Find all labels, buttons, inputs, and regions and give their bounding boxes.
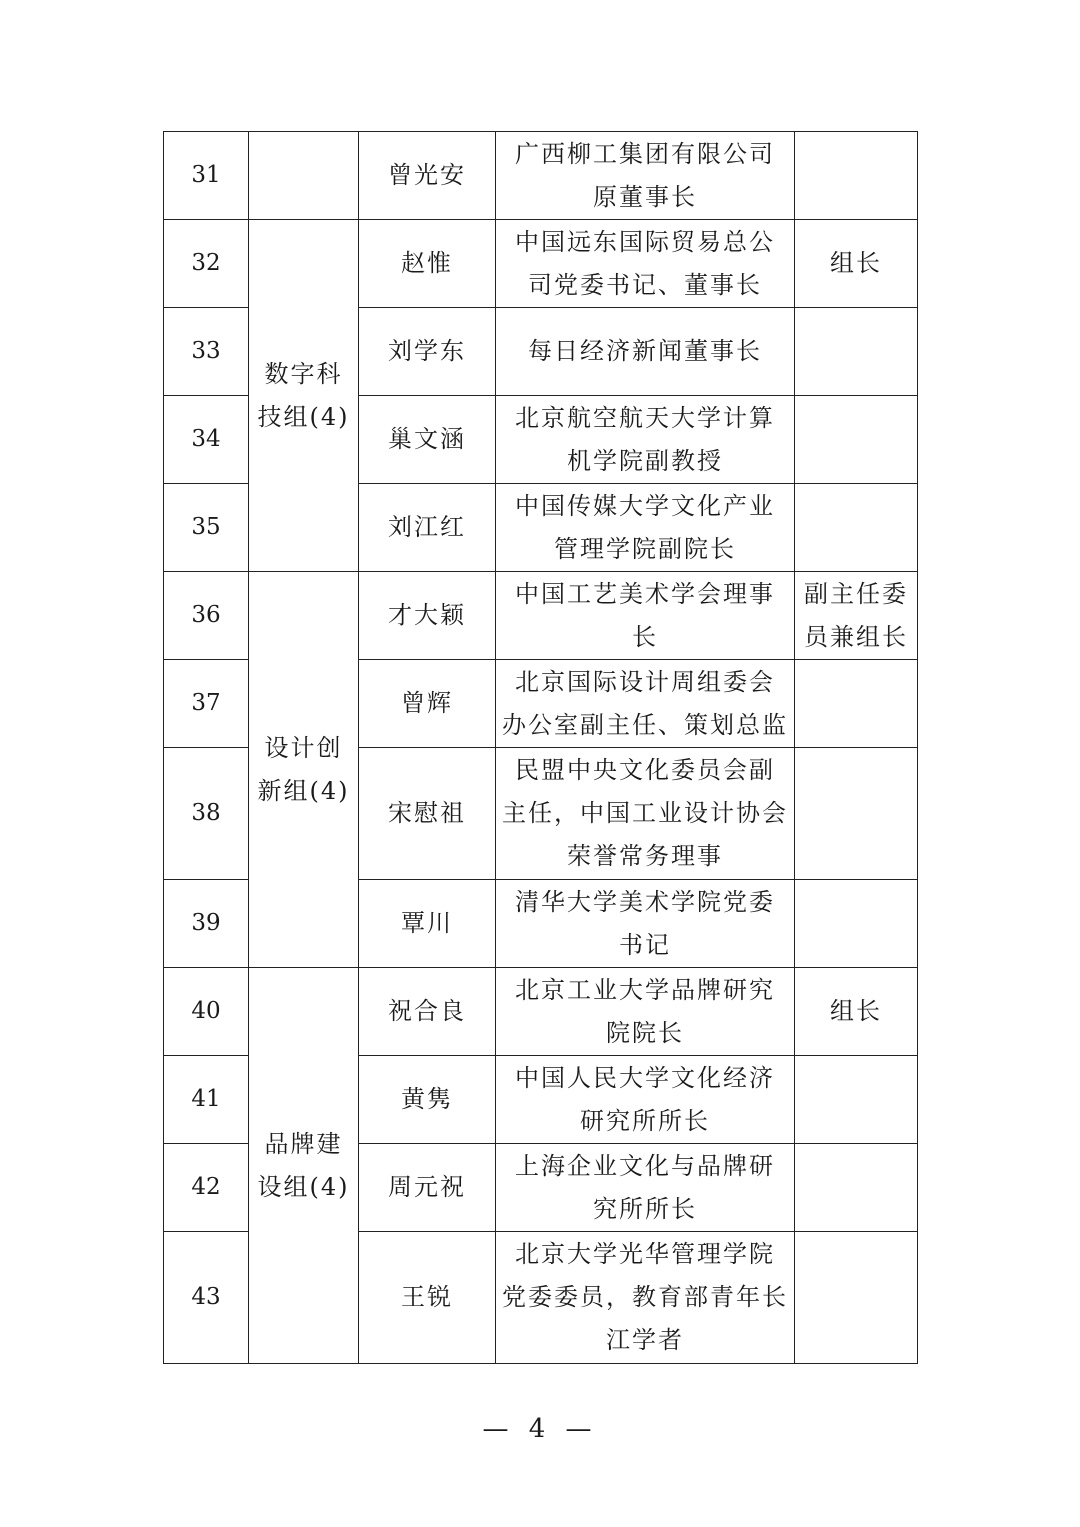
cell-text-line: 原董事长 [593,182,697,211]
cell-text-line: 每日经济新闻董事长 [528,337,762,365]
committee-role [795,132,918,220]
cell-text-line: 组长 [830,997,882,1025]
member-name: 王锐 [359,1232,496,1364]
member-name: 刘江红 [359,484,496,572]
cell-text-line: 中国工艺美术学会理事 [515,579,775,608]
member-position [496,572,795,660]
member-position [496,968,795,1056]
cell-text-line: 院院长 [606,1018,684,1047]
row-number: 39 [164,880,249,968]
cell-text-line: 北京大学光华管理学院 [515,1240,775,1268]
member-position [496,220,795,308]
committee-role [795,396,918,484]
member-name: 才大颖 [359,572,496,660]
cell-text-line: 北京工业大学品牌研究 [515,975,775,1004]
member-name: 祝合良 [359,968,496,1056]
committee-role [795,1232,918,1364]
cell-text-line: 技组(4) [257,402,350,431]
cell-text-line: 江学者 [606,1326,684,1354]
committee-role [795,572,918,660]
cell-text-line: 究所所长 [593,1194,697,1223]
cell-text-line: 中国人民大学文化经济 [515,1063,775,1092]
cell-text-line: 党委委员，教育部青年长 [502,1283,788,1311]
committee-role [795,1144,918,1232]
page-number: — 4 — [482,1414,598,1444]
committee-role [795,484,918,572]
table-row [164,572,918,660]
cell-text-line: 民盟中央文化委员会副 [515,756,775,784]
row-number: 35 [164,484,249,572]
row-number: 42 [164,1144,249,1232]
cell-text-line: 主任，中国工业设计协会 [502,799,788,827]
cell-text-line: 司党委书记、董事长 [528,270,762,299]
member-position [496,396,795,484]
cell-text-line: 研究所所长 [580,1106,710,1135]
row-number: 36 [164,572,249,660]
row-number: 37 [164,660,249,748]
member-position [496,748,795,880]
member-name: 宋慰祖 [359,748,496,880]
committee-role [795,880,918,968]
row-number: 34 [164,396,249,484]
row-number: 40 [164,968,249,1056]
group-cell [249,132,359,220]
member-name: 巢文涵 [359,396,496,484]
member-table [163,131,918,1364]
member-name: 刘学东 [359,308,496,396]
cell-text-line: 书记 [619,930,671,959]
row-number: 43 [164,1232,249,1364]
cell-text-line: 清华大学美术学院党委 [515,887,775,916]
cell-text-line: 新组(4) [257,776,350,805]
group-cell [249,968,359,1364]
cell-text-line: 组长 [830,249,882,277]
committee-role [795,1056,918,1144]
committee-role [795,748,918,880]
member-position [496,484,795,572]
member-name: 黄隽 [359,1056,496,1144]
cell-text-line: 员兼组长 [804,622,908,651]
cell-text-line: 长 [632,622,658,651]
member-name: 覃川 [359,880,496,968]
member-position [496,880,795,968]
cell-text-line: 办公室副主任、策划总监 [502,710,788,739]
member-position [496,1056,795,1144]
table-row [164,968,918,1056]
committee-role [795,968,918,1056]
cell-text-line: 荣誉常务理事 [567,842,723,870]
cell-text-line: 设计创 [264,733,343,762]
cell-text-line: 设组(4) [257,1172,350,1201]
row-number: 31 [164,132,249,220]
cell-text-line: 品牌建 [264,1129,343,1158]
row-number: 33 [164,308,249,396]
cell-text-line: 机学院副教授 [567,446,723,475]
row-number: 32 [164,220,249,308]
cell-text-line: 中国远东国际贸易总公 [515,227,775,256]
cell-text-line: 数字科 [264,359,343,388]
cell-text-line: 北京航空航天大学计算 [515,403,775,432]
cell-text-line: 广西柳工集团有限公司 [515,139,775,168]
cell-text-line: 管理学院副院长 [554,534,736,563]
cell-text-line: 中国传媒大学文化产业 [515,491,775,520]
row-number: 41 [164,1056,249,1144]
row-number: 38 [164,748,249,880]
member-name: 曾辉 [359,660,496,748]
member-position [496,1232,795,1364]
member-position [496,308,795,396]
cell-text-line: 北京国际设计周组委会 [515,667,775,696]
committee-role [795,308,918,396]
cell-text-line: 上海企业文化与品牌研 [515,1151,775,1180]
member-name: 赵惟 [359,220,496,308]
group-cell [249,220,359,572]
committee-role [795,660,918,748]
table-row [164,220,918,308]
cell-text-line: 副主任委 [804,579,908,608]
table-row [164,132,918,220]
member-position [496,132,795,220]
member-name: 周元祝 [359,1144,496,1232]
committee-role [795,220,918,308]
member-name: 曾光安 [359,132,496,220]
member-position [496,660,795,748]
group-cell [249,572,359,968]
member-position [496,1144,795,1232]
